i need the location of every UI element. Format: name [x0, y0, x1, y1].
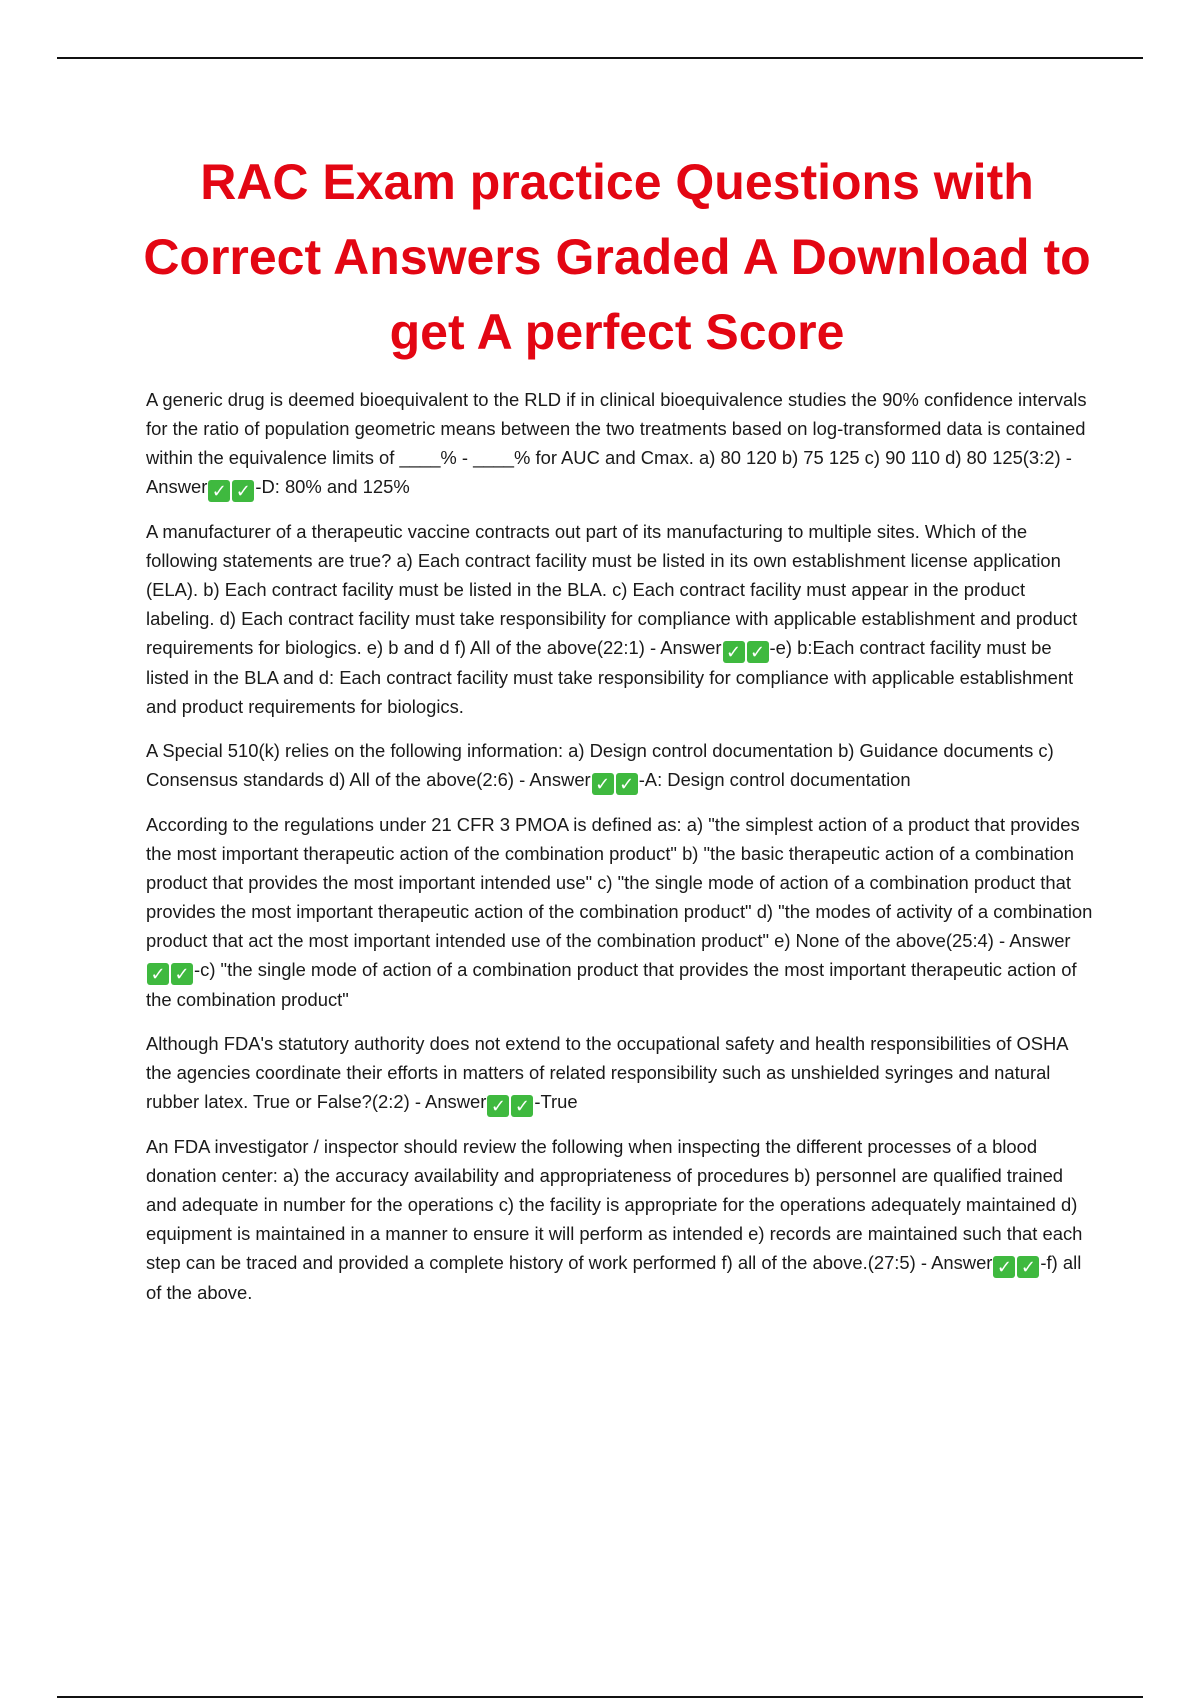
check-icon: ✓	[723, 641, 745, 663]
answer-text: -A: Design control documentation	[638, 769, 911, 790]
answer-text: -c) "the single mode of action of a combination product that provides the most important therapeutic action of the combination product"	[146, 959, 1077, 1010]
answer-label: Answer	[529, 769, 591, 790]
question-text: A generic drug is deemed bioequivalent to the RLD if in clinical bioequivalence studies the 90% confidence intervals for the ratio of population geometric means between the two treatments based on log-transformed data is contained within the equivalence limits of ____% - ____% for AUC and Cmax. a) 80 120 b) 75 125 c) 90 110 d) 80 125(3:2) -	[146, 389, 1087, 468]
qa-item	[146, 810, 1094, 1014]
answer-text: -True	[534, 1091, 578, 1112]
qa-item	[146, 517, 1094, 721]
qa-item	[146, 1029, 1094, 1117]
page-title: RAC Exam practice Questions with Correct Answers Graded A Download to get A perfect Score	[143, 154, 1091, 360]
qa-item	[146, 736, 1094, 795]
answer-text: -e) b:Each contract facility must be listed in the BLA and d: Each contract facility must take responsibility for compliance with applicable establishment and product requirements for biologics.	[146, 637, 1074, 717]
answer-text: -f) all of the above.	[146, 1252, 1082, 1303]
answer-label: Answer	[146, 476, 208, 497]
answer-label: Answer	[931, 1252, 993, 1273]
check-icon: ✓	[616, 773, 638, 795]
check-icon: ✓	[511, 1095, 533, 1117]
check-icon: ✓	[1017, 1256, 1039, 1278]
check-icon: ✓	[232, 480, 254, 502]
answer-label: Answer	[1009, 930, 1071, 951]
check-icon: ✓	[208, 480, 230, 502]
qa-item	[146, 1132, 1094, 1307]
check-icon: ✓	[487, 1095, 509, 1117]
answer-text: -D: 80% and 125%	[255, 476, 410, 497]
question-text: Although FDA's statutory authority does not extend to the occupational safety and health responsibilities of OSHA the agencies coordinate their efforts in matters of related responsibility such as unshielded syringes and natural rubber latex. True or False?(2:2) -	[146, 1033, 1068, 1112]
answer-label: Answer	[425, 1091, 487, 1112]
check-icon: ✓	[147, 963, 169, 985]
check-icon: ✓	[993, 1256, 1015, 1278]
question-text: A manufacturer of a therapeutic vaccine contracts out part of its manufacturing to multiple sites. Which of the following statements are true? a) Each contract facility must be listed in its own establishment license application (ELA). b) Each contract facility must be listed in the BLA. c) Each contract facility must appear in the product labeling. d) Each contract facility must take responsibility for compliance with applicable establishment and product requirements for biologics. e) b and d f) All of the above(22:1) -	[146, 521, 1078, 658]
check-icon: ✓	[171, 963, 193, 985]
check-icon: ✓	[592, 773, 614, 795]
question-text: A Special 510(k) relies on the following information: a) Design control documentation b) Guidance documents c) Consensus standards d) All of the above(2:6) -	[146, 740, 1054, 790]
qa-item	[146, 385, 1094, 502]
bottom-rule	[57, 1696, 1143, 1698]
qa-list	[146, 385, 1094, 1322]
answer-label: Answer	[660, 637, 722, 658]
question-text: According to the regulations under 21 CFR 3 PMOA is defined as: a) "the simplest action of a product that provides the most important therapeutic action of the combination product" b) "the basic therapeutic action of a combination product that provides the most important intended use" c) "the single mode of action of a combination product that provides the most important therapeutic action of the combination product" d) "the modes of activity of a combination product that act the most important intended use of the combination product" e) None of the above(25:4) -	[146, 814, 1093, 951]
question-text: An FDA investigator / inspector should review the following when inspecting the different processes of a blood donation center: a) the accuracy availability and appropriateness of procedures b) personnel are qualified trained and adequate in number for the operations c) the facility is appropriate for the operations adequately maintained d) equipment is maintained in a manner to ensure it will perform as intended e) records are maintained such that each step can be traced and provided a complete history of work performed f) all of the above.(27:5) -	[146, 1136, 1083, 1273]
top-rule	[57, 57, 1143, 59]
check-icon: ✓	[747, 641, 769, 663]
